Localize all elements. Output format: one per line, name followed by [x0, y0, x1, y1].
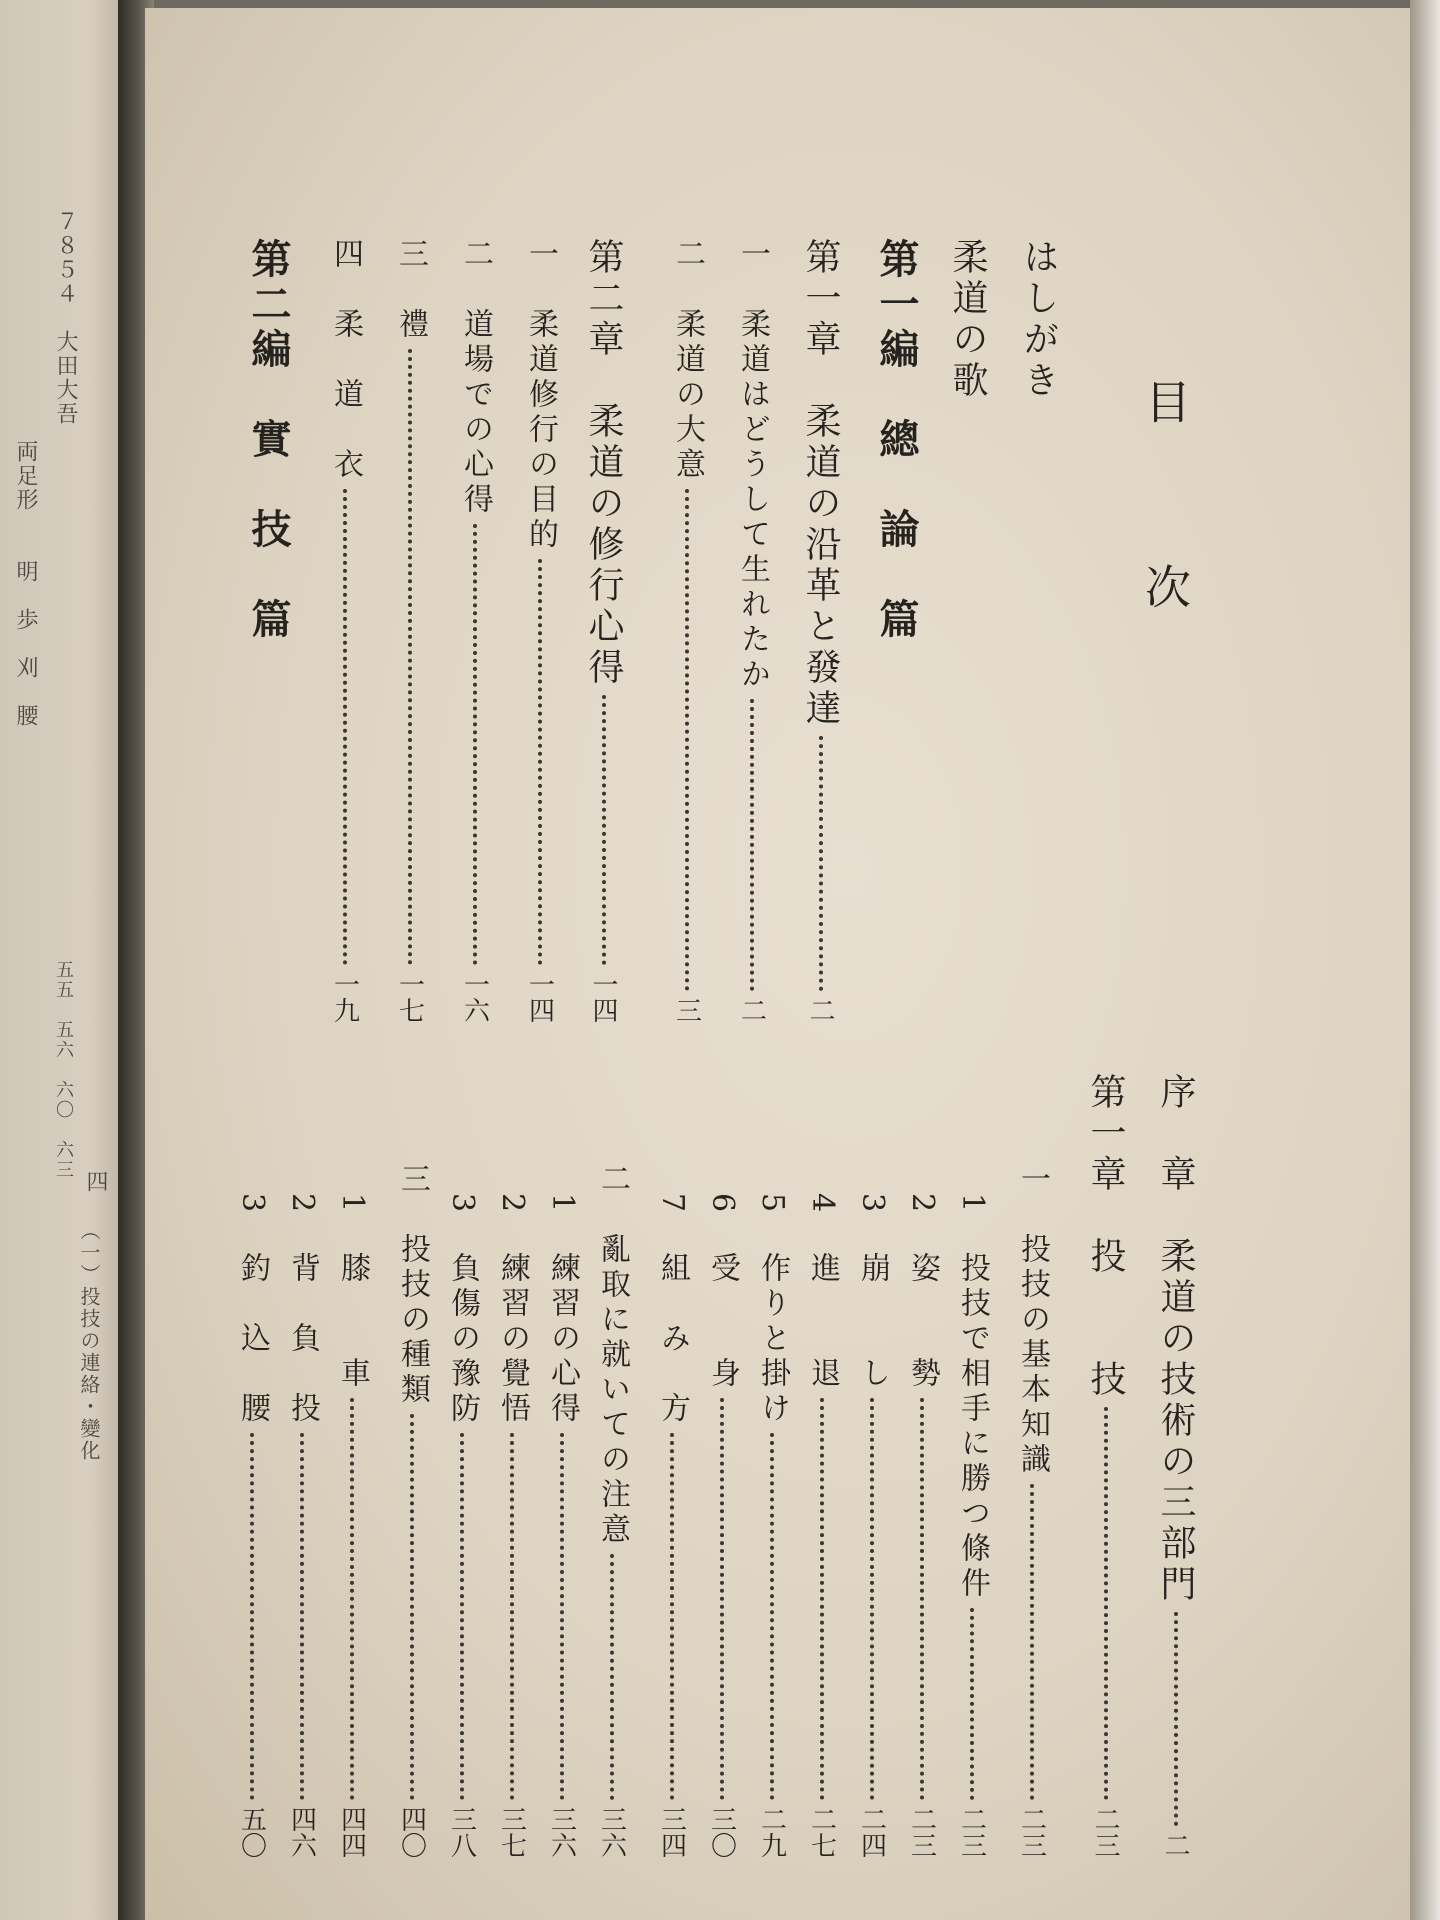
- toc-page-number: 三七: [496, 1806, 527, 1858]
- leader-dots: [770, 1433, 774, 1800]
- left-page-fragment: 五五 五六 六〇 六三: [53, 960, 74, 1180]
- leader-dots: [408, 349, 412, 965]
- toc-entry-text: 二 道場での心得: [458, 238, 493, 518]
- toc-page-number: 一四: [524, 971, 555, 1023]
- toc-entry-text: 三 禮: [393, 238, 428, 343]
- toc-page-number: 四〇: [396, 1806, 427, 1858]
- toc-title-char: 次: [1138, 563, 1192, 609]
- toc-entry-text: 序 章 柔道の技術の三部門: [1155, 1073, 1196, 1606]
- toc-entry-text: 一 柔道はどうして生れたか: [735, 238, 770, 693]
- toc-entry[interactable]: [942, 238, 993, 488]
- toc-entry-text: 一 柔道修行の目的: [523, 238, 558, 553]
- toc-page-number: 二九: [756, 1806, 787, 1858]
- toc-page-number: 三六: [546, 1806, 577, 1858]
- toc-entry[interactable]: [590, 1163, 634, 1858]
- left-page-fragment: ７８５４: [53, 210, 78, 306]
- leader-dots: [870, 1398, 874, 1800]
- toc-entry-text: 6 受 身: [705, 1193, 740, 1393]
- leader-dots: [1030, 1484, 1034, 1800]
- toc-entry[interactable]: [650, 1193, 694, 1858]
- toc-page-number: 三八: [446, 1806, 477, 1858]
- toc-entry-text: 第一章 柔道の沿革と發達: [800, 238, 841, 730]
- toc-entry-text: 2 姿 勢: [905, 1193, 940, 1393]
- leader-dots: [610, 1554, 614, 1800]
- toc-entry[interactable]: [388, 238, 432, 1023]
- toc-entry[interactable]: [750, 1193, 794, 1858]
- toc-entry[interactable]: [700, 1193, 744, 1858]
- toc-page-number: 四六: [286, 1806, 317, 1858]
- toc-entry[interactable]: [950, 1193, 994, 1858]
- toc-page-number: 三〇: [706, 1806, 737, 1858]
- toc-entry-text: 四 柔 道 衣: [328, 238, 363, 483]
- leader-dots: [473, 524, 477, 965]
- toc-entry[interactable]: [665, 238, 709, 1023]
- toc-entry-text: 2 練習の覺悟: [495, 1193, 530, 1428]
- toc-entry-text: 三 投技の種類: [395, 1163, 430, 1408]
- leader-dots: [920, 1398, 924, 1800]
- toc-entry[interactable]: [518, 238, 562, 1023]
- toc-entry-text: 4 進 退: [805, 1193, 840, 1393]
- toc-entry-text: 1 投技で相手に勝つ條件: [955, 1193, 990, 1603]
- toc-part-heading[interactable]: [240, 238, 297, 658]
- leader-dots: [410, 1414, 414, 1800]
- toc-entry-text: 3 負傷の豫防: [445, 1193, 480, 1428]
- leader-dots: [343, 489, 347, 965]
- toc-entry[interactable]: [1150, 1073, 1201, 1858]
- toc-entry[interactable]: [540, 1193, 584, 1858]
- toc-entry[interactable]: [1013, 238, 1064, 488]
- leader-dots: [970, 1608, 974, 1800]
- left-page-fragment: 大田大吾: [53, 330, 78, 426]
- toc-entry-text: はしがき: [1018, 238, 1059, 402]
- toc-entry[interactable]: [578, 238, 629, 1023]
- toc-entry[interactable]: [900, 1193, 944, 1858]
- toc-entry-text: 第二編 實 技 篇: [245, 238, 292, 643]
- toc-page-number: 二: [736, 997, 767, 1023]
- toc-page-number: 二三: [1090, 1806, 1120, 1858]
- toc-page-number: 二三: [906, 1806, 937, 1858]
- toc-page-number: 二: [805, 997, 835, 1023]
- toc-page-number: 一六: [459, 971, 490, 1023]
- leader-dots: [300, 1433, 304, 1800]
- toc-entry[interactable]: [323, 238, 367, 1023]
- toc-part-heading[interactable]: [868, 238, 925, 658]
- toc-page-number: 四四: [336, 1806, 367, 1858]
- toc-entry-text: 3 崩 し: [855, 1193, 890, 1393]
- toc-page-number: 一七: [394, 971, 425, 1023]
- toc-entry-text: 一 投技の基本知識: [1015, 1163, 1050, 1478]
- toc-entry-text: 1 練習の心得: [545, 1193, 580, 1428]
- toc-entry-text: 7 組 み 方: [655, 1193, 690, 1428]
- leader-dots: [819, 736, 823, 991]
- leader-dots: [750, 699, 754, 991]
- toc-entry[interactable]: [330, 1193, 374, 1858]
- toc-page-number: 二四: [856, 1806, 887, 1858]
- toc-entry[interactable]: [390, 1163, 434, 1858]
- toc-entry[interactable]: [230, 1193, 274, 1858]
- leader-dots: [538, 559, 542, 965]
- toc-entry[interactable]: [490, 1193, 534, 1858]
- toc-entry[interactable]: [850, 1193, 894, 1858]
- leader-dots: [820, 1398, 824, 1800]
- leader-dots: [510, 1433, 514, 1800]
- toc-page-number: 三四: [656, 1806, 687, 1858]
- toc-entry-text: 柔道の歌: [947, 238, 988, 402]
- toc-entry-text: 1 膝 車: [335, 1193, 370, 1393]
- leader-dots: [602, 695, 606, 965]
- toc-page-number: 一九: [329, 971, 360, 1023]
- toc-entry-text: 第一編 總 論 篇: [873, 238, 920, 643]
- leader-dots: [1174, 1612, 1178, 1826]
- left-page-fragment: 明 歩 刈 腰: [13, 560, 38, 728]
- toc-entry[interactable]: [280, 1193, 324, 1858]
- toc-entry-text: 5 作りと掛け: [755, 1193, 790, 1428]
- book-edge: [1410, 0, 1440, 1920]
- leader-dots: [1104, 1407, 1108, 1800]
- leader-dots: [720, 1398, 724, 1800]
- toc-page: [145, 8, 1425, 1920]
- toc-page-number: 二七: [806, 1806, 837, 1858]
- toc-entry[interactable]: [453, 238, 497, 1023]
- toc-entry[interactable]: [730, 238, 774, 1023]
- leader-dots: [685, 489, 689, 991]
- toc-page-number: 三: [671, 997, 702, 1023]
- toc-page-number: 二三: [1016, 1806, 1047, 1858]
- toc-title-char: 目: [1138, 378, 1192, 424]
- toc-entry-text: 二 柔道の大意: [670, 238, 705, 483]
- leader-dots: [560, 1433, 564, 1800]
- toc-entry-text: 二 亂取に就いての注意: [595, 1163, 630, 1548]
- left-page-fragment: 両足形: [13, 440, 38, 512]
- toc-page-number: 二: [1160, 1832, 1190, 1858]
- left-page-fragment: （一）投技の連絡・變化: [77, 1220, 101, 1462]
- leader-dots: [460, 1433, 464, 1800]
- left-page-fragment: 四: [83, 1170, 108, 1194]
- toc-entry-text: 第一章 投 技: [1085, 1073, 1126, 1401]
- toc-entry-text: 2 背 負 投: [285, 1193, 320, 1428]
- toc-entry[interactable]: [795, 238, 846, 1023]
- toc-entry[interactable]: [440, 1193, 484, 1858]
- toc-entry-text: 第二章 柔道の修行心得: [583, 238, 624, 689]
- toc-page-number: 五〇: [236, 1806, 267, 1858]
- toc-entry-text: 3 釣 込 腰: [235, 1193, 270, 1428]
- toc-page-number: 二三: [956, 1806, 987, 1858]
- leader-dots: [350, 1398, 354, 1800]
- toc-entry[interactable]: [800, 1193, 844, 1858]
- toc-page-number: 三六: [596, 1806, 627, 1858]
- toc-page-number: 一四: [588, 971, 618, 1023]
- toc-entry[interactable]: [1010, 1163, 1054, 1858]
- toc-entry[interactable]: [1080, 1073, 1131, 1858]
- leader-dots: [670, 1433, 674, 1800]
- leader-dots: [250, 1433, 254, 1800]
